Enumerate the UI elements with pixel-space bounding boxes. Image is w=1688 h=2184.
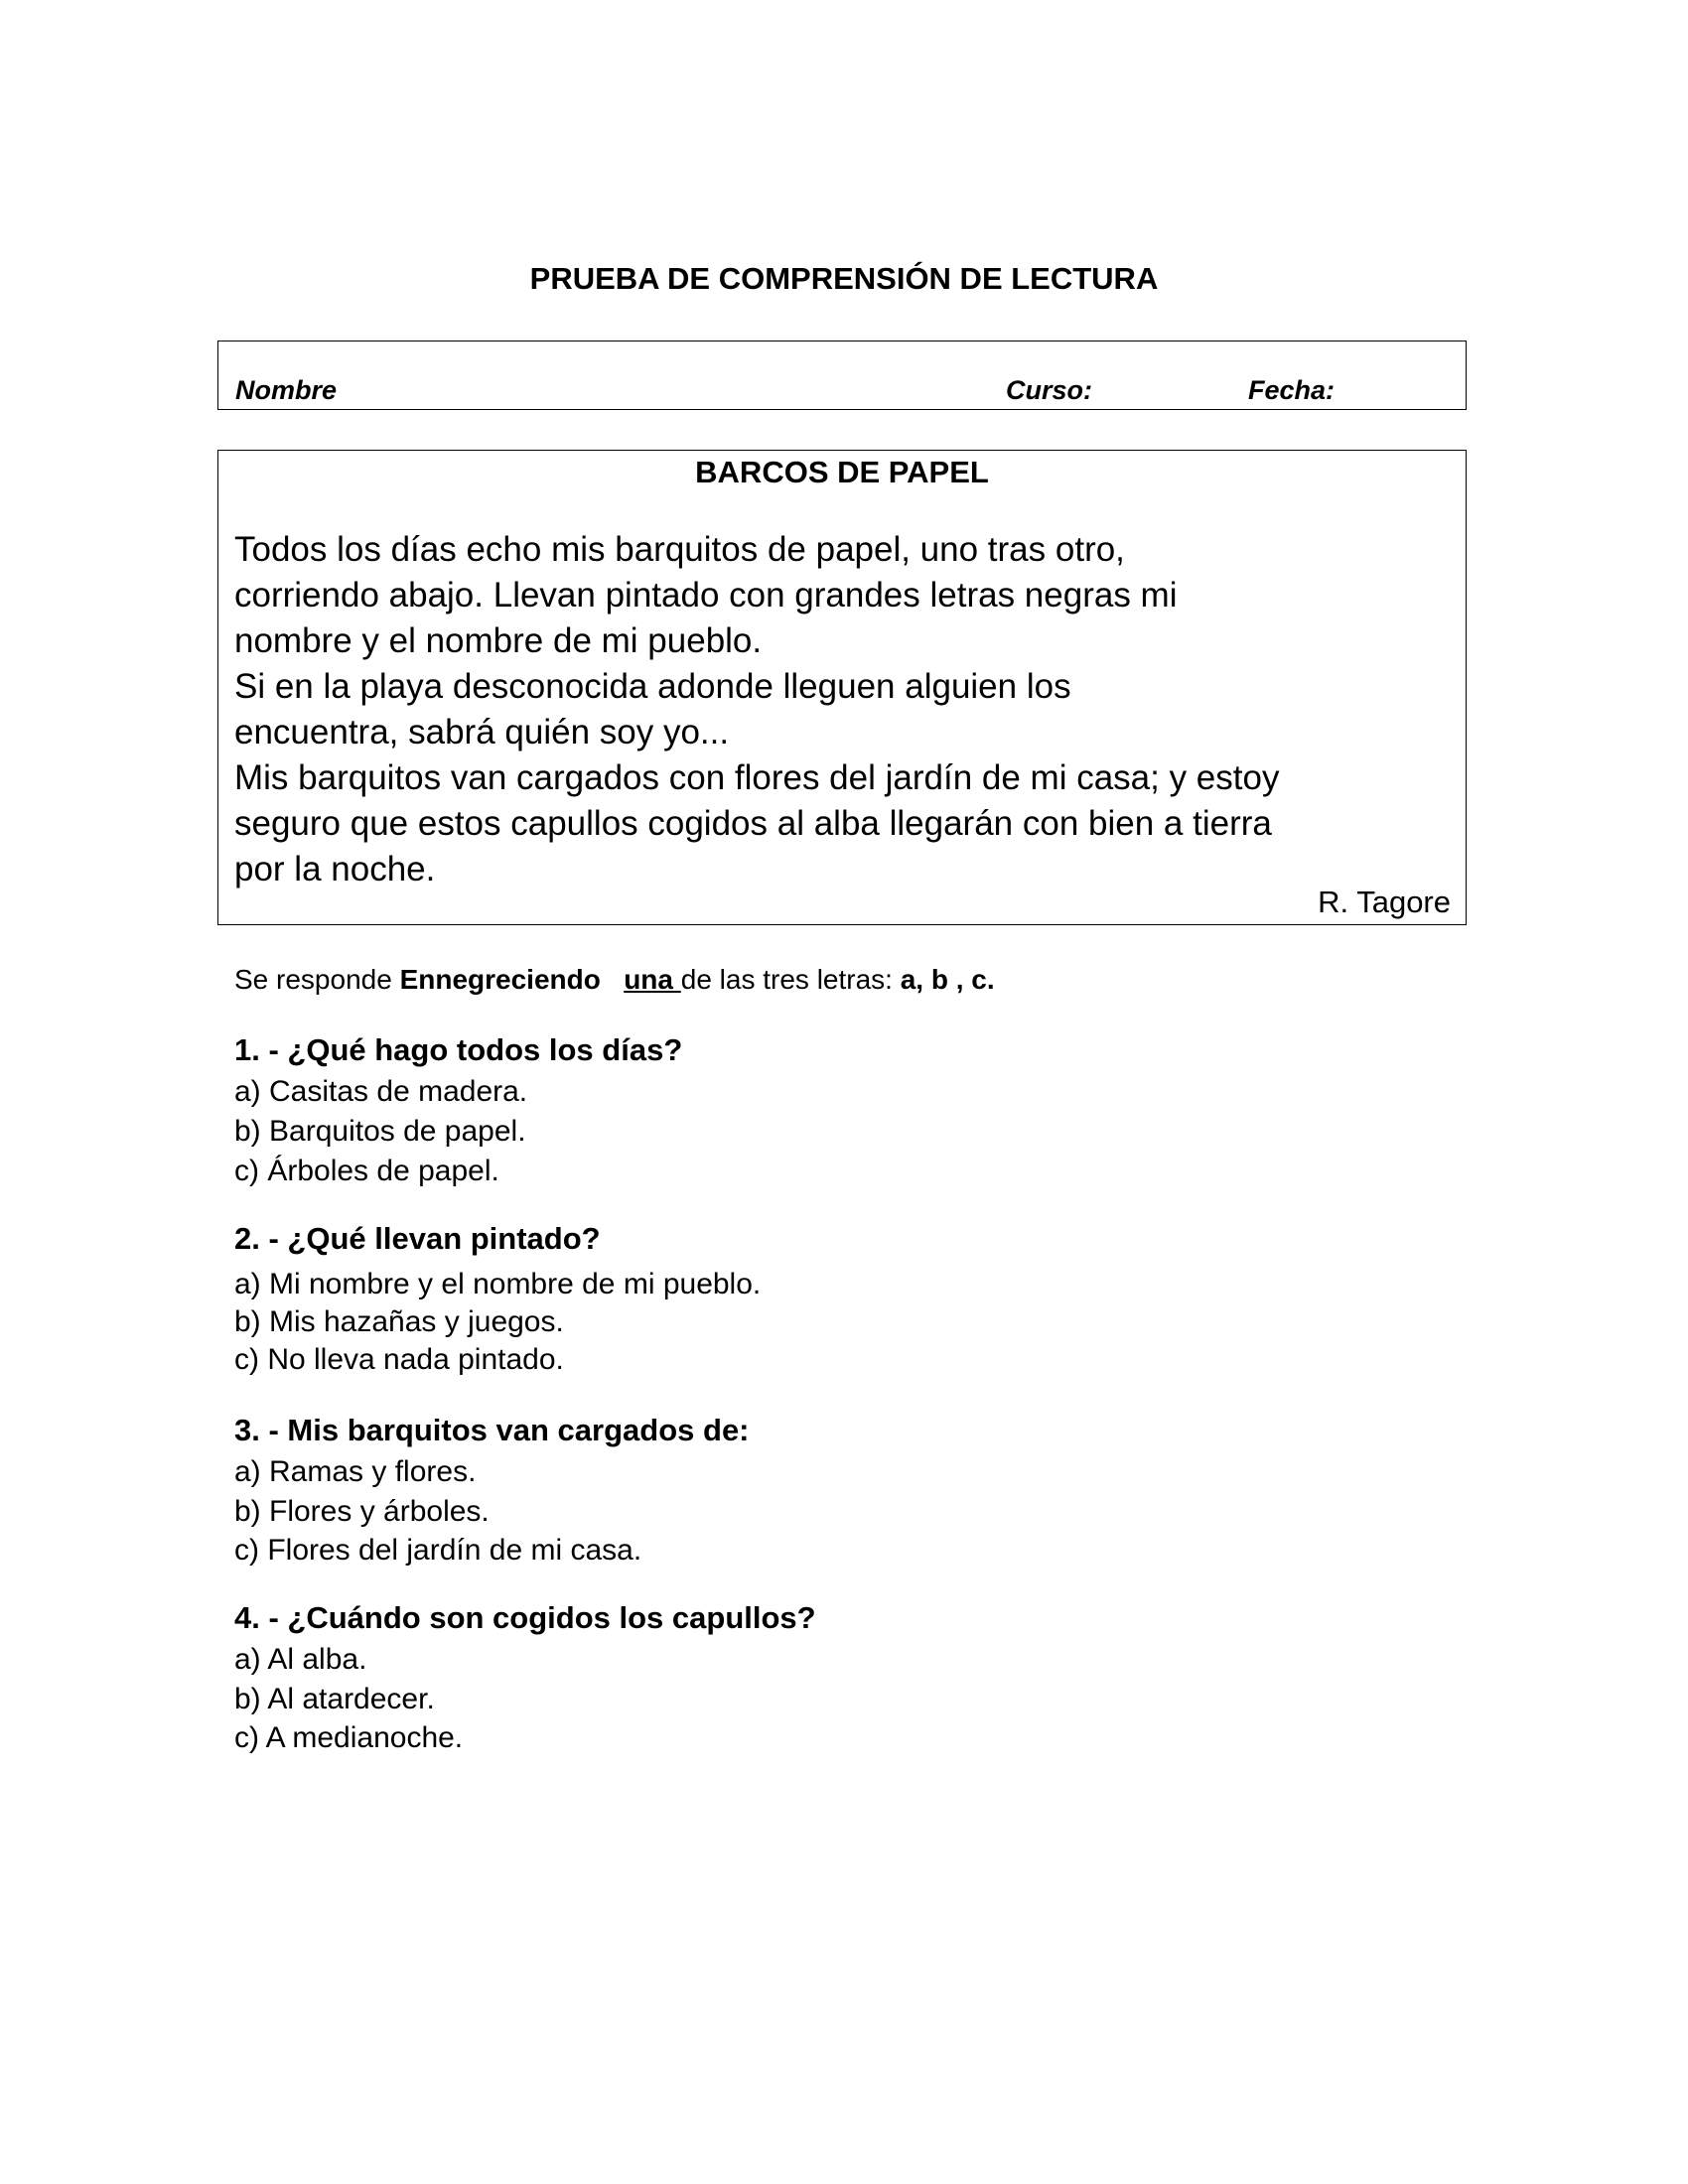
option-4b[interactable]: b) Al atardecer. — [234, 1683, 435, 1715]
option-3a[interactable]: a) Ramas y flores. — [234, 1455, 477, 1488]
story-line: Mis barquitos van cargados con flores del jardín de mi casa; y estoy — [234, 758, 1280, 797]
option-1c[interactable]: c) Árboles de papel. — [234, 1155, 499, 1187]
story-line: corriendo abajo. Llevan pintado con grandes letras negras mi — [234, 576, 1178, 614]
question-4: 4. - ¿Cuándo son cogidos los capullos? — [234, 1600, 816, 1635]
instruction-underlined-word: una — [624, 964, 681, 995]
option-2a[interactable]: a) Mi nombre y el nombre de mi pueblo. — [234, 1268, 762, 1300]
story-line: Si en la playa desconocida adonde lleguen alguien los — [234, 667, 1071, 706]
story-line: encuentra, sabrá quién soy yo... — [234, 713, 730, 751]
option-2b[interactable]: b) Mis hazañas y juegos. — [234, 1305, 564, 1338]
name-field-label[interactable]: Nombre — [235, 375, 338, 405]
question-3: 3. - Mis barquitos van cargados de: — [234, 1413, 750, 1447]
student-info-box — [217, 341, 1467, 410]
story-line: por la noche. — [234, 850, 436, 888]
story-author: R. Tagore — [1318, 885, 1451, 919]
instruction-bold-word: Ennegreciendo — [399, 964, 601, 995]
option-2c[interactable]: c) No lleva nada pintado. — [234, 1343, 564, 1376]
story-line: seguro que estos capullos cogidos al alba llegarán con bien a tierra — [234, 804, 1272, 843]
option-1b[interactable]: b) Barquitos de papel. — [234, 1115, 526, 1148]
question-2: 2. - ¿Qué llevan pintado? — [234, 1221, 601, 1256]
story-line: Todos los días echo mis barquitos de papel, uno tras otro, — [234, 530, 1125, 569]
course-field-label[interactable]: Curso: — [1006, 375, 1092, 405]
option-1a[interactable]: a) Casitas de madera. — [234, 1075, 528, 1108]
story-title: BARCOS DE PAPEL — [695, 455, 989, 489]
option-4c[interactable]: c) A medianoche. — [234, 1721, 464, 1754]
question-1: 1. - ¿Qué hago todos los días? — [234, 1032, 683, 1067]
instruction-prefix: Se responde — [234, 964, 400, 995]
answer-instruction — [234, 963, 995, 997]
date-field-label[interactable]: Fecha: — [1248, 375, 1336, 405]
story-text — [234, 527, 1279, 892]
page-title: PRUEBA DE COMPRENSIÓN DE LECTURA — [529, 261, 1159, 296]
option-4a[interactable]: a) Al alba. — [234, 1643, 367, 1676]
option-3b[interactable]: b) Flores y árboles. — [234, 1495, 490, 1528]
instruction-middle: de las tres letras: — [680, 964, 893, 995]
option-3c[interactable]: c) Flores del jardín de mi casa. — [234, 1534, 642, 1567]
instruction-letters: a, b , c. — [900, 964, 995, 995]
story-box — [217, 450, 1467, 925]
story-line: nombre y el nombre de mi pueblo. — [234, 621, 763, 660]
